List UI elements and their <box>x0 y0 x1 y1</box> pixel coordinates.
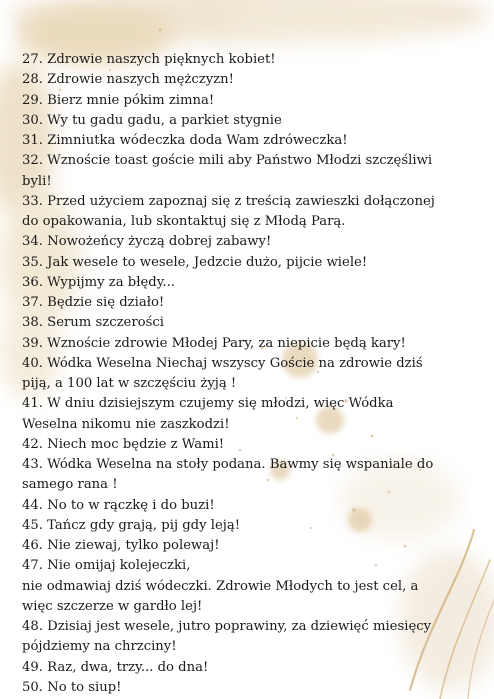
toast-line: piją, a 100 lat w szczęściu żyją ! <box>22 376 237 391</box>
toast-line: 37. Będzie się działo! <box>22 295 165 310</box>
toast-line: 36. Wypijmy za błędy... <box>22 274 176 290</box>
toast-line: 29. Bierz mnie pókim zimna! <box>22 92 215 108</box>
toast-line: pójdziemy na chrzciny! <box>22 639 177 655</box>
toast-line: 49. Raz, dwa, trzy... do dna! <box>22 659 209 675</box>
toast-line: 28. Zdrowie naszych mężczyzn! <box>22 72 234 88</box>
toast-line: 46. Nie ziewaj, tylko polewaj! <box>22 538 220 553</box>
toast-line: 42. Niech moc będzie z Wami! <box>22 436 225 452</box>
toast-line: 44. No to w rączkę i do buzi! <box>22 497 215 513</box>
toast-line: samego rana ! <box>22 477 118 493</box>
toast-line: 34. Nowożeńcy życzą dobrej zabawy! <box>22 234 272 250</box>
toast-line: 47. Nie omijaj kolejeczki, <box>22 558 191 574</box>
toast-line: więc szczerze w gardło lej! <box>22 598 203 614</box>
toast-line: 33. Przed użyciem zapoznaj się z treścią zawieszki dołączonej <box>22 193 435 209</box>
toast-line: do opakowania, lub skontaktuj się z Młodą Parą. <box>22 214 346 229</box>
toast-line: 48. Dzisiaj jest wesele, jutro poprawiny, za dziewięć miesięcy <box>22 619 432 634</box>
toast-line: 31. Zimniutka wódeczka doda Wam zdróweczka! <box>22 133 348 148</box>
toast-list <box>22 50 484 698</box>
toast-line: 45. Tańcz gdy grają, pij gdy leją! <box>22 517 241 533</box>
toast-line: nie odmawiaj dziś wódeczki. Zdrowie Młodych to jest cel, a <box>22 578 419 594</box>
toast-line: 50. No to siup! <box>22 679 122 695</box>
toast-line: 40. Wódka Weselna Niechaj wszyscy Goście na zdrowie dziś <box>22 355 423 371</box>
toast-line: 35. Jak wesele to wesele, Jedzcie dużo, pijcie wiele! <box>22 254 368 270</box>
toast-line: 43. Wódka Weselna na stoły podana. Bawmy się wspaniale do <box>22 457 434 472</box>
toast-line: 39. Wznoście zdrowie Młodej Pary, za niepicie będą kary! <box>22 335 406 351</box>
toast-line: 27. Zdrowie naszych pięknych kobiet! <box>22 52 276 67</box>
toast-line: 41. W dniu dzisiejszym czujemy się młodzi, więc Wódka <box>22 396 394 412</box>
toast-line: byli! <box>22 173 52 189</box>
toast-line: Weselna nikomu nie zaszkodzi! <box>22 416 230 432</box>
toast-line: 38. Serum szczerości <box>22 315 164 331</box>
toast-line: 30. Wy tu gadu gadu, a parkiet stygnie <box>22 112 282 128</box>
toast-line: 32. Wznoście toast goście mili aby Państwo Młodzi szczęśliwi <box>22 153 433 169</box>
